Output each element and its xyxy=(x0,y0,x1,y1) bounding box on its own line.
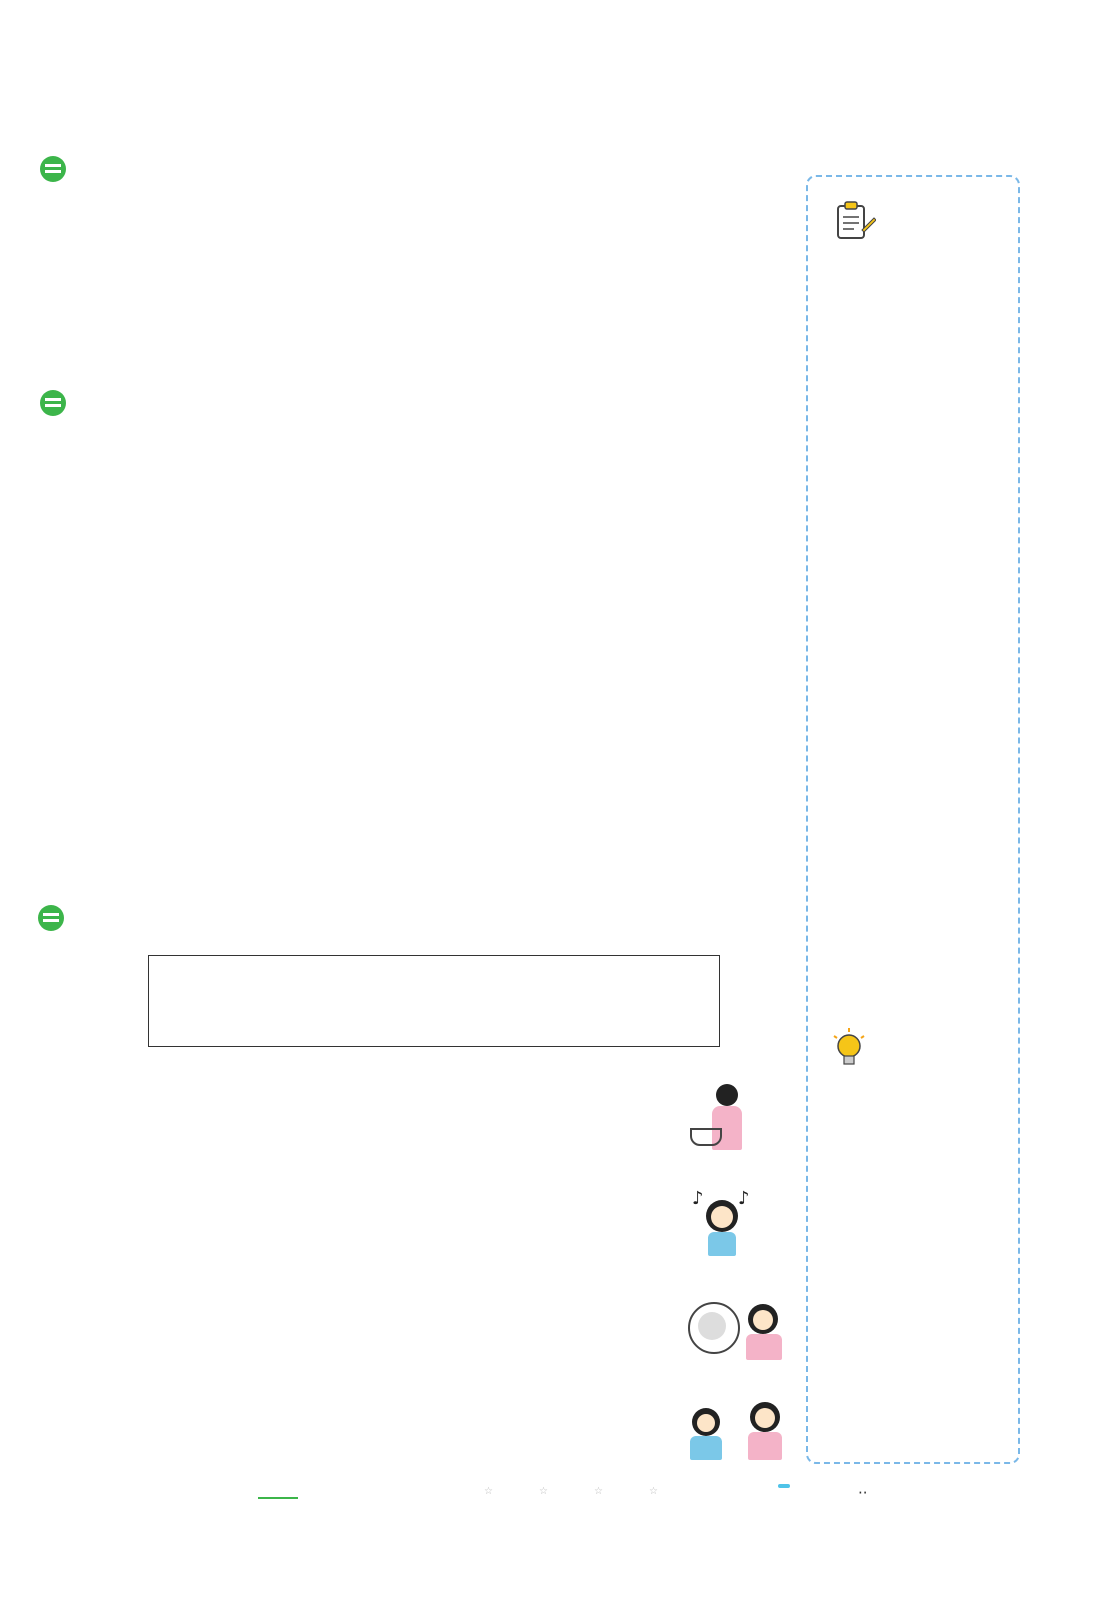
star-icon: ☆ xyxy=(484,1486,493,1497)
section-2-icon xyxy=(40,390,66,416)
girl-phoning-illustration xyxy=(688,1298,793,1366)
music-note-icon: ♪ xyxy=(738,1188,750,1209)
brand-badge xyxy=(778,1484,790,1488)
star-icon: ☆ xyxy=(594,1486,603,1497)
mother-cooking-illustration xyxy=(688,1080,758,1160)
clipboard-icon xyxy=(832,200,876,244)
star-icon: ☆ xyxy=(539,1486,548,1497)
page-title xyxy=(195,68,260,170)
friends-talking-illustration xyxy=(688,1398,793,1466)
section-3-icon xyxy=(38,905,64,931)
lightbulb-icon xyxy=(830,1026,868,1070)
star-icon: ☆ xyxy=(649,1486,658,1497)
rating-icons xyxy=(484,1486,664,1498)
section-1-icon xyxy=(40,156,66,182)
time-blank xyxy=(258,1497,298,1499)
phrase-box xyxy=(148,955,720,1047)
girl-listening-illustration xyxy=(690,1188,755,1260)
sidebar-panel xyxy=(806,175,1020,1464)
music-note-icon: ♪ xyxy=(692,1188,704,1209)
grade-label: ·· xyxy=(858,1484,868,1502)
